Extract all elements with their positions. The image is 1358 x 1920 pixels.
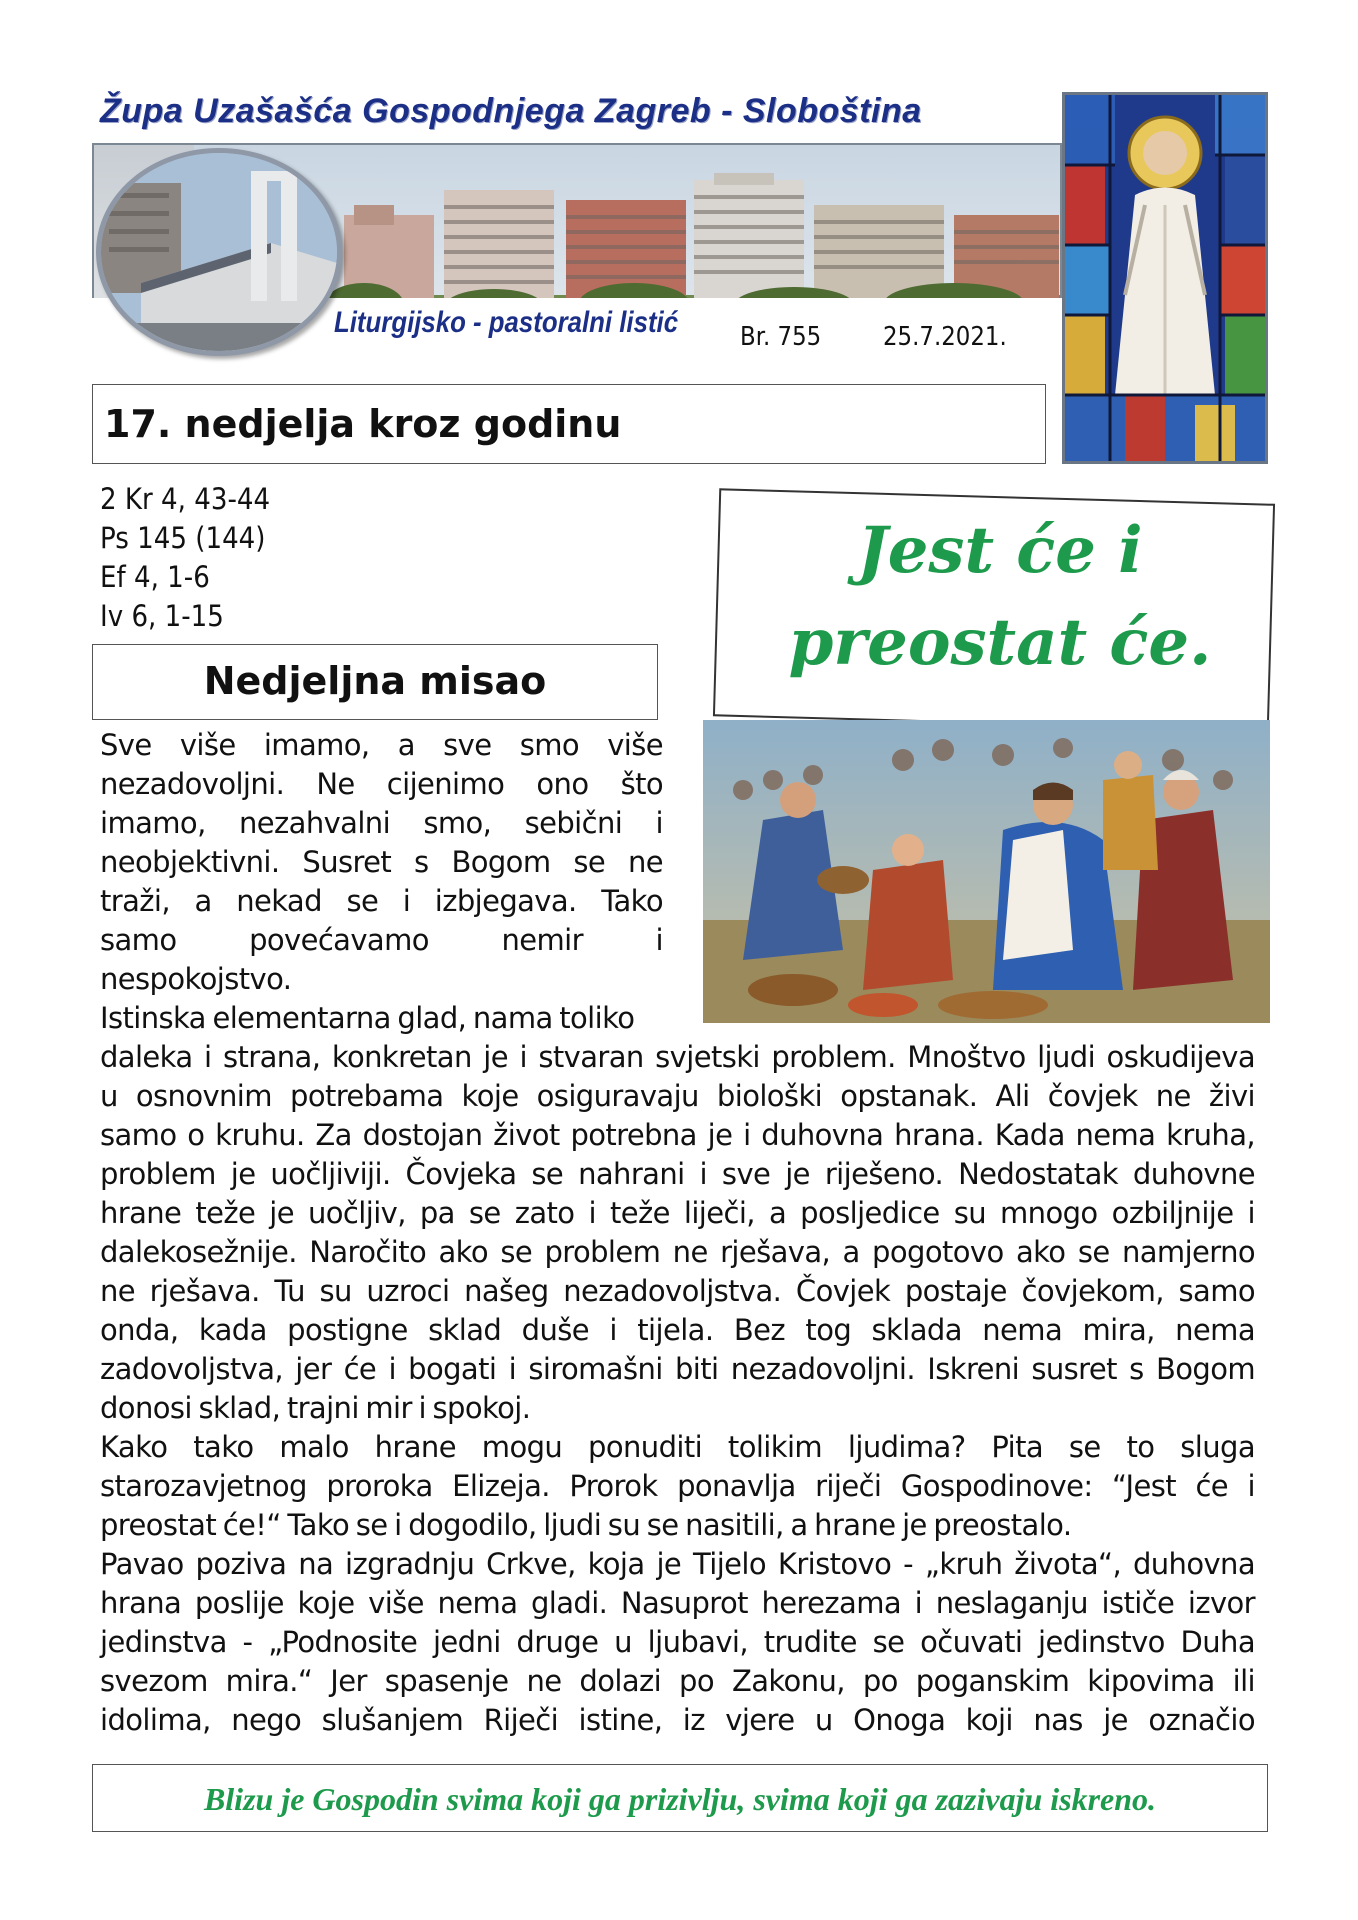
church-photo (96, 148, 342, 356)
body-line: daleka i strana, konkretan je i stvaran svjetski problem. Mnoštvo ljudi oskudijeva (100, 1040, 1255, 1074)
body-line: dalekosežnije. Naročito ako se problem ne rješava, a pogotovo ako se namjerno (100, 1235, 1255, 1269)
issue-date: 25.7.2021. (883, 322, 1007, 352)
body-line: donosi sklad, trajni mir i spokoj. (100, 1391, 531, 1425)
reading-first: 2 Kr 4, 43-44 (100, 482, 271, 516)
thought-title: Nedjeljna misao (203, 659, 547, 703)
body-line: svezom mira.“ Jer spasenje ne dolazi po Zakonu, po poganskim kipovima ili (100, 1664, 1255, 1698)
quote-line-1: Jest će i (857, 513, 1143, 588)
body-line: Sve više imamo, a sve smo više (100, 728, 663, 762)
feeding-multitude-painting (703, 720, 1270, 1023)
body-line: preostat će!“ Tako se i dogodilo, ljudi su se nasitili, a hrane je preostalo. (100, 1508, 1072, 1542)
body-line: Kako tako malo hrane mogu ponuditi tolikim ljudima? Pita se to sluga (100, 1430, 1255, 1464)
reading-gospel: Iv 6, 1-15 (100, 599, 224, 633)
body-line: onda, kada postigne sklad duše i tijela. Bez tog sklada nema mira, nema (100, 1313, 1255, 1347)
body-line: neobjektivni. Susret s Bogom se ne (100, 845, 663, 879)
parish-title: Župa Uzašašća Gospodnjega Zagreb - Sloboština (100, 92, 922, 130)
body-line: jedinstva - „Podnosite jedni druge u ljubavi, trudite se očuvati jedinstvo Duha (100, 1625, 1255, 1659)
body-line: starozavjetnog proroka Elizeja. Prorok ponavlja riječi Gospodinove: “Jest će i (100, 1469, 1255, 1503)
body-line: ne rješava. Tu su uzroci našeg nezadovoljstva. Čovjek postaje čovjekom, samo (100, 1274, 1255, 1308)
reading-second: Ef 4, 1-6 (100, 560, 210, 594)
body-line: Pavao poziva na izgradnju Crkve, koja je Tijelo Kristovo - „kruh života“, duhovna (100, 1547, 1255, 1581)
body-line: u osnovnim potrebama koje osiguravaju biološki opstanak. Ali čovjek ne živi (100, 1079, 1255, 1113)
body-line: problem je uočljiviji. Čovjeka se nahrani i sve je riješeno. Nedostatak duhovne (100, 1157, 1255, 1191)
body-line: samo povećavamo nemir i (100, 923, 663, 957)
body-line: hrana poslije koje više nema gladi. Nasuprot herezama i neslaganju ističe izvor (100, 1586, 1255, 1620)
reading-psalm: Ps 145 (144) (100, 521, 266, 555)
body-line: idolima, nego slušanjem Riječi istine, iz vjere u Onoga koji nas je označio (100, 1703, 1255, 1737)
leaflet-subtitle: Liturgijsko - pastoralni listić (334, 306, 679, 339)
body-line: imamo, nezahvalni smo, sebični i (100, 806, 663, 840)
body-line: Istinska elementarna glad, nama toliko (100, 1001, 635, 1035)
body-line: traži, a nekad se i izbjegava. Tako (100, 884, 663, 918)
issue-number: Br. 755 (740, 322, 822, 352)
quote-text (730, 505, 1270, 689)
body-line: samo o kruhu. Za dostojan život potrebna je i duhovna hrana. Kada nema kruha, (100, 1118, 1255, 1152)
body-line: nespokojstvo. (100, 962, 292, 996)
body-line: nezadovoljni. Ne cijenimo ono što (100, 767, 663, 801)
body-line: zadovoljstva, jer će i bogati i siromašni biti nezadovoljni. Iskreni susret s Bogom (100, 1352, 1255, 1386)
sunday-title: 17. nedjelja kroz godinu (104, 402, 622, 446)
footer-quote: Blizu je Gospodin svima koji ga prizivlju, svima koji ga zazivaju iskreno. (203, 1781, 1157, 1817)
stained-glass-window-image (1062, 92, 1268, 464)
quote-line-2: preostat će. (788, 605, 1212, 680)
body-line: hrane teže je uočljiv, pa se zato i teže liječi, a posljedice su mnogo ozbiljnije i (100, 1196, 1255, 1230)
